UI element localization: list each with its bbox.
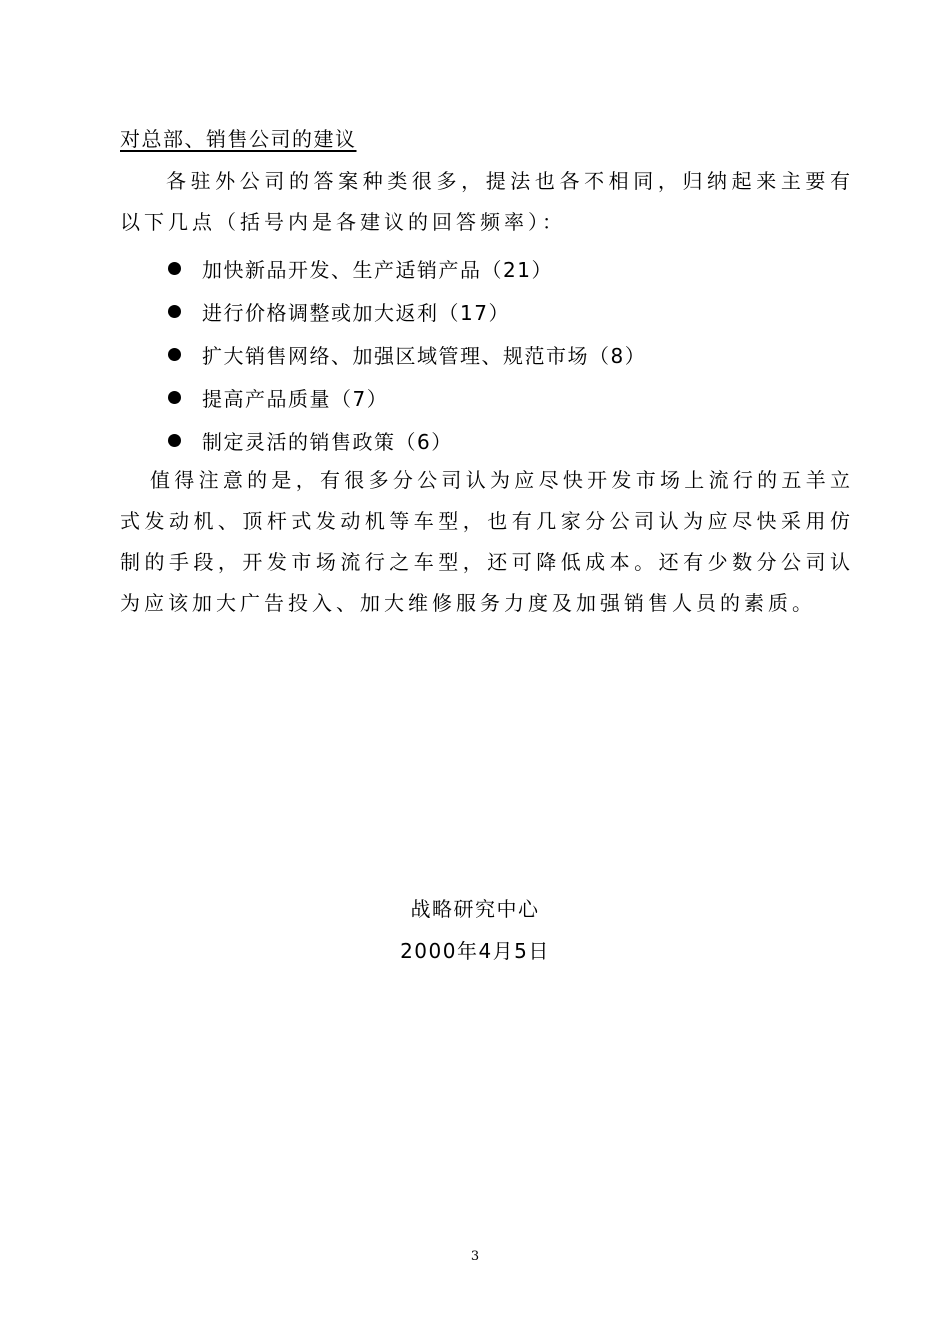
list-item [168,376,646,419]
bullet-icon [168,434,181,447]
list-item-text: 提高产品质量（7） [202,387,389,411]
list-item-text: 制定灵活的销售政策（6） [202,430,453,454]
list-item-text: 加快新品开发、生产适销产品（21） [202,258,553,282]
signature-date: 2000年4月5日 [400,939,550,963]
signature-organization: 战略研究中心 [410,897,540,921]
page-number: 3 [470,1249,480,1264]
list-item-text: 扩大销售网络、加强区域管理、规范市场（8） [202,344,647,368]
section-heading: 对总部、销售公司的建议 [120,127,357,151]
list-item [168,247,646,290]
list-item [168,333,646,376]
bullet-icon [168,391,181,404]
bullet-icon [168,348,181,361]
list-item [168,419,646,462]
list-item [168,290,646,333]
note-paragraph: 值得注意的是，有很多分公司认为应尽快开发市场上流行的五羊立式发动机、顶杆式发动机等车型，也有几家分公司认为应尽快采用仿制的手段，开发市场流行之车型，还可降低成本。还有少数分公司认为应该加大广告投入、加大维修服务力度及加强销售人员的素质。 [120,468,854,615]
intro-paragraph: 各驻外公司的答案种类很多，提法也各不相同，归纳起来主要有以下几点（括号内是各建议的回答频率）： [120,169,854,234]
bullet-icon [168,262,181,275]
bullet-icon [168,305,181,318]
suggestion-list [168,247,646,462]
list-item-text: 进行价格调整或加大返利（17） [202,301,510,325]
